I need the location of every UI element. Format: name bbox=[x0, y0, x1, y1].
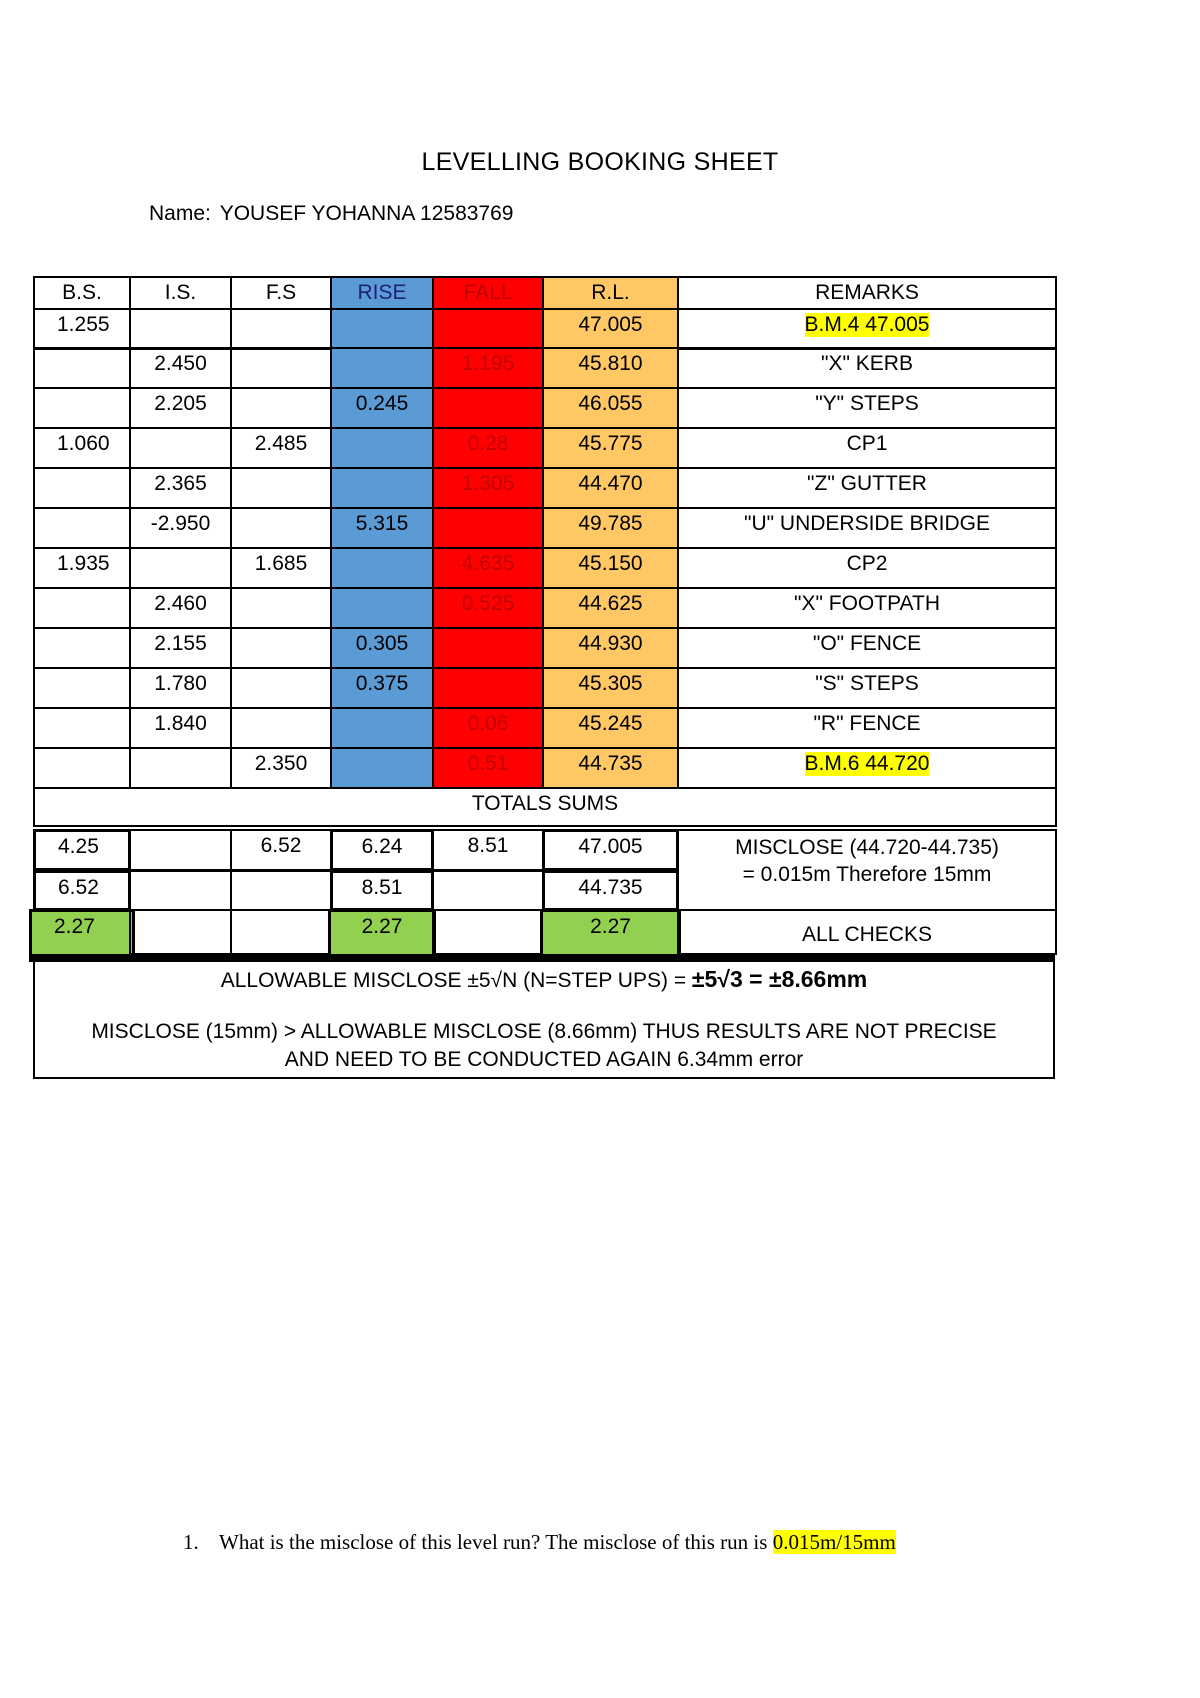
check-empty-1 bbox=[129, 909, 232, 955]
row-4-rise bbox=[330, 427, 434, 469]
header-is: I.S. bbox=[129, 276, 232, 310]
header-rise: RISE bbox=[330, 276, 434, 310]
row-7-fs: 1.685 bbox=[230, 547, 332, 589]
row-12-rl: 44.735 bbox=[542, 747, 679, 789]
row-11-rl: 45.245 bbox=[542, 707, 679, 749]
row-3-fall bbox=[432, 387, 544, 429]
row-1-fs bbox=[230, 308, 332, 350]
total-fall-repeat: 8.51 bbox=[330, 870, 434, 911]
row-7-rise bbox=[330, 547, 434, 589]
row-6-remarks: "U" UNDERSIDE BRIDGE bbox=[677, 507, 1057, 549]
row-8-fs bbox=[230, 587, 332, 629]
total-rise-sum: 6.24 bbox=[330, 829, 434, 871]
row-12-remarks bbox=[677, 747, 1057, 789]
question-number: 1. bbox=[183, 1530, 199, 1554]
row-7-bs: 1.935 bbox=[33, 547, 131, 589]
row-11-fs bbox=[230, 707, 332, 749]
header-rl: R.L. bbox=[542, 276, 679, 310]
remarks-highlight: B.M.4 47.005 bbox=[804, 313, 930, 336]
row-6-rl: 49.785 bbox=[542, 507, 679, 549]
total-bs-sum: 4.25 bbox=[33, 829, 131, 871]
row-1-is bbox=[129, 308, 232, 350]
row-5-rise bbox=[330, 467, 434, 509]
row-1-remarks bbox=[677, 308, 1057, 350]
row-12-is bbox=[129, 747, 232, 789]
check-bs-fs: 2.27 bbox=[29, 909, 135, 957]
total-fs-repeat: 6.52 bbox=[33, 870, 131, 911]
row-11-remarks: "R" FENCE bbox=[677, 707, 1057, 749]
row-8-is: 2.460 bbox=[129, 587, 232, 629]
row-10-rise: 0.375 bbox=[330, 667, 434, 709]
row-12-rise bbox=[330, 747, 434, 789]
check-empty-3 bbox=[432, 909, 544, 955]
row-9-bs bbox=[33, 627, 131, 669]
row-6-fall bbox=[432, 507, 544, 549]
check-rise-fall: 2.27 bbox=[328, 909, 436, 957]
row-7-fall: 4.635 bbox=[432, 547, 544, 589]
sheet-title: LEVELLING BOOKING SHEET bbox=[421, 148, 779, 176]
row-9-is: 2.155 bbox=[129, 627, 232, 669]
row-5-bs bbox=[33, 467, 131, 509]
row-3-is: 2.205 bbox=[129, 387, 232, 429]
name-value: YOUSEF YOHANNA 12583769 bbox=[219, 202, 514, 225]
all-checks: ALL CHECKS bbox=[677, 909, 1057, 955]
row-3-bs bbox=[33, 387, 131, 429]
row-5-fs bbox=[230, 467, 332, 509]
allowable-misclose bbox=[35, 966, 1053, 993]
header-remarks: REMARKS bbox=[677, 276, 1057, 310]
row-2-fall: 1.195 bbox=[432, 347, 544, 389]
row-11-is: 1.840 bbox=[129, 707, 232, 749]
total-rl-last: 44.735 bbox=[542, 870, 679, 911]
remarks-highlight: B.M.6 44.720 bbox=[804, 752, 930, 775]
row-12-fs: 2.350 bbox=[230, 747, 332, 789]
allowable-text: ALLOWABLE MISCLOSE ±5√N (N=STEP UPS) = bbox=[220, 969, 692, 992]
row-4-remarks: CP1 bbox=[677, 427, 1057, 469]
row-4-fs: 2.485 bbox=[230, 427, 332, 469]
total-is-empty bbox=[129, 829, 232, 871]
total-rl-first: 47.005 bbox=[542, 829, 679, 871]
total-fs-sum: 6.52 bbox=[230, 829, 332, 871]
row-6-fs bbox=[230, 507, 332, 549]
row-10-remarks: "S" STEPS bbox=[677, 667, 1057, 709]
row-2-fs bbox=[230, 347, 332, 389]
row-9-rl: 44.930 bbox=[542, 627, 679, 669]
row-9-fall bbox=[432, 627, 544, 669]
row-6-rise: 5.315 bbox=[330, 507, 434, 549]
row-10-is: 1.780 bbox=[129, 667, 232, 709]
total-fall-sum: 8.51 bbox=[432, 829, 544, 871]
total-row2-empty-2 bbox=[230, 870, 332, 911]
name-label: Name: bbox=[149, 202, 211, 225]
total-row2-empty-1 bbox=[129, 870, 232, 911]
misclose-notes bbox=[33, 960, 1055, 1079]
header-bs: B.S. bbox=[33, 276, 131, 310]
totals-label: TOTALS SUMS bbox=[33, 787, 1057, 827]
question-1 bbox=[183, 1530, 896, 1555]
header-fall: FALL bbox=[432, 276, 544, 310]
row-1-rl: 47.005 bbox=[542, 308, 679, 350]
row-7-is bbox=[129, 547, 232, 589]
check-rl: 2.27 bbox=[540, 909, 681, 957]
row-4-rl: 45.775 bbox=[542, 427, 679, 469]
row-6-bs bbox=[33, 507, 131, 549]
row-11-bs bbox=[33, 707, 131, 749]
misclose-line-1: MISCLOSE (44.720-44.735) bbox=[735, 836, 999, 859]
row-2-bs bbox=[33, 347, 131, 389]
header-fs: F.S bbox=[230, 276, 332, 310]
row-8-remarks: "X" FOOTPATH bbox=[677, 587, 1057, 629]
row-3-fs bbox=[230, 387, 332, 429]
question-text: What is the misclose of this level run? The misclose of this run is bbox=[219, 1530, 773, 1554]
row-11-fall: 0.06 bbox=[432, 707, 544, 749]
row-1-rise bbox=[330, 308, 434, 350]
row-5-remarks: "Z" GUTTER bbox=[677, 467, 1057, 509]
row-2-rl: 45.810 bbox=[542, 347, 679, 389]
row-9-fs bbox=[230, 627, 332, 669]
total-row2-empty-3 bbox=[432, 870, 544, 911]
row-7-rl: 45.150 bbox=[542, 547, 679, 589]
row-5-is: 2.365 bbox=[129, 467, 232, 509]
row-4-fall: 0.28 bbox=[432, 427, 544, 469]
row-12-bs bbox=[33, 747, 131, 789]
row-2-is: 2.450 bbox=[129, 347, 232, 389]
row-2-remarks: "X" KERB bbox=[677, 347, 1057, 389]
row-10-fs bbox=[230, 667, 332, 709]
row-1-bs: 1.255 bbox=[33, 308, 131, 350]
row-5-rl: 44.470 bbox=[542, 467, 679, 509]
misclose-line-2: = 0.015m Therefore 15mm bbox=[742, 863, 992, 886]
row-10-bs bbox=[33, 667, 131, 709]
misclose-calc bbox=[677, 829, 1057, 911]
row-12-fall: 0.51 bbox=[432, 747, 544, 789]
row-8-rise bbox=[330, 587, 434, 629]
row-8-fall: 0.525 bbox=[432, 587, 544, 629]
row-3-rise: 0.245 bbox=[330, 387, 434, 429]
question-answer: 0.015m/15mm bbox=[772, 1530, 896, 1554]
row-10-rl: 45.305 bbox=[542, 667, 679, 709]
row-3-rl: 46.055 bbox=[542, 387, 679, 429]
row-9-remarks: "O" FENCE bbox=[677, 627, 1057, 669]
row-3-remarks: "Y" STEPS bbox=[677, 387, 1057, 429]
row-9-rise: 0.305 bbox=[330, 627, 434, 669]
row-6-is: -2.950 bbox=[129, 507, 232, 549]
row-8-rl: 44.625 bbox=[542, 587, 679, 629]
allowable-result: ±5√3 = ±8.66mm bbox=[691, 966, 868, 992]
row-4-is bbox=[129, 427, 232, 469]
check-empty-2 bbox=[230, 909, 332, 955]
row-4-bs: 1.060 bbox=[33, 427, 131, 469]
row-8-bs bbox=[33, 587, 131, 629]
row-2-rise bbox=[330, 347, 434, 389]
row-7-remarks: CP2 bbox=[677, 547, 1057, 589]
row-1-fall bbox=[432, 308, 544, 350]
row-11-rise bbox=[330, 707, 434, 749]
conclusion-text: MISCLOSE (15mm) > ALLOWABLE MISCLOSE (8.66mm) THUS RESULTS ARE NOT PRECISE AND NEED TO BE CONDUCTED AGAIN 6.34mm error bbox=[91, 1020, 997, 1071]
row-10-fall bbox=[432, 667, 544, 709]
row-5-fall: 1.305 bbox=[432, 467, 544, 509]
